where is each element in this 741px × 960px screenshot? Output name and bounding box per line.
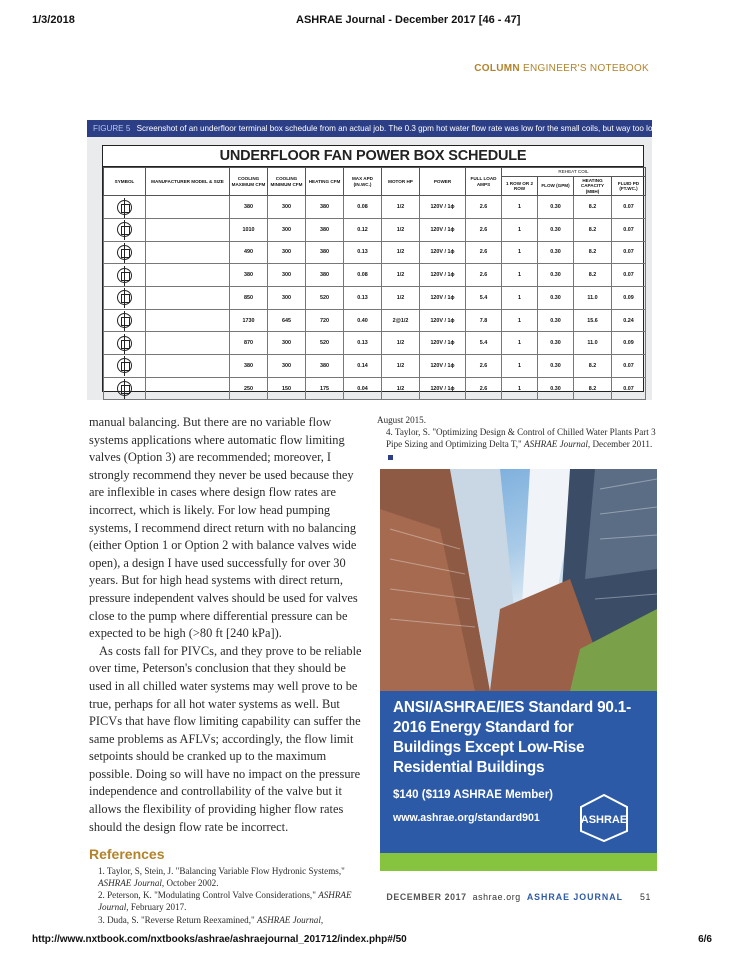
header-reheat-coil: REHEAT COIL — [502, 168, 646, 177]
table-cell: 380 — [230, 196, 268, 219]
unit-symbol-cell — [104, 196, 146, 219]
reference-3: 3. Duda, S. "Reverse Return Reexamined," ASHRAE Journal, — [98, 914, 324, 925]
table-cell: 2@1/2 — [382, 309, 420, 332]
section-label: ENGINEER'S NOTEBOOK — [523, 63, 649, 74]
fan-box-symbol-icon — [117, 200, 132, 215]
table-row — [104, 355, 646, 378]
fan-box-symbol-icon — [117, 290, 132, 305]
print-title: ASHRAE Journal - December 2017 [46 - 47] — [296, 14, 521, 26]
table-cell: 1 — [502, 286, 538, 309]
table-cell: 1/2 — [382, 332, 420, 355]
header-heating-capacity: HEATING CAPACITY (MBH) — [574, 177, 612, 196]
ad-accent-stripe — [380, 853, 657, 871]
table-cell: 380 — [306, 264, 344, 287]
table-cell: 120V / 1ɸ — [420, 241, 466, 264]
footer-journal: ASHRAE JOURNAL — [526, 892, 623, 902]
table-row — [104, 332, 646, 355]
header-heating-cfm: HEATING CFM — [306, 168, 344, 196]
table-cell: 2.6 — [466, 218, 502, 241]
table-cell — [146, 196, 230, 219]
print-url[interactable]: http://www.nxtbook.com/nxtbooks/ashrae/ashraejournal_201712/index.php#/50 — [32, 934, 407, 945]
table-cell: 0.30 — [538, 286, 574, 309]
table-cell: 520 — [306, 286, 344, 309]
footer-issue: DECEMBER 2017 — [386, 892, 467, 902]
table-cell — [146, 377, 230, 400]
table-cell: 8.2 — [574, 355, 612, 378]
table-cell: 120V / 1ɸ — [420, 196, 466, 219]
table-cell: 870 — [230, 332, 268, 355]
table-cell: 11.0 — [574, 286, 612, 309]
table-cell: 0.07 — [612, 241, 646, 264]
table-cell — [146, 264, 230, 287]
table-cell: 0.13 — [344, 241, 382, 264]
header-rows: 1 ROW OR 2 ROW — [502, 177, 538, 196]
header-manufacturer: MANUFACTURER MODEL & SIZE — [146, 168, 230, 196]
header-power: POWER — [420, 168, 466, 196]
table-cell: 380 — [306, 355, 344, 378]
table-cell: 120V / 1ɸ — [420, 332, 466, 355]
table-cell: 8.2 — [574, 241, 612, 264]
table-cell: 120V / 1ɸ — [420, 355, 466, 378]
unit-symbol-cell — [104, 241, 146, 264]
table-cell: 1730 — [230, 309, 268, 332]
ad-panel — [380, 691, 657, 853]
paragraph-2: As costs fall for PIVCs, and they prove to be reliable over time, Peterson's conclusion that they should be used in all chilled water systems may well prove to be true, perhaps for all hot water systems as well. But PICVs that have flow limiting capability can suffer the same problems as AFLVs; accordingly, the flow limit setpoints should be cranked up to the maximum possible. Doing so will have no impact on the pressure independence and controllability of the valve but it allows the flexibility of providing higher flow rates should the design flow rate be incorrect. — [89, 643, 362, 834]
table-row — [104, 377, 646, 400]
header-flow: FLOW (GPM) — [538, 177, 574, 196]
table-cell: 0.14 — [344, 355, 382, 378]
table-cell: 380 — [306, 241, 344, 264]
table-cell: 8.2 — [574, 264, 612, 287]
table-cell: 0.30 — [538, 218, 574, 241]
table-cell: 1 — [502, 332, 538, 355]
table-cell: 0.07 — [612, 377, 646, 400]
table-cell: 0.04 — [344, 377, 382, 400]
ad-price: $140 ($119 ASHRAE Member) — [393, 789, 554, 801]
table-cell: 300 — [268, 218, 306, 241]
table-cell: 1 — [502, 264, 538, 287]
table-cell: 720 — [306, 309, 344, 332]
table-row — [104, 241, 646, 264]
table-cell: 0.12 — [344, 218, 382, 241]
table-row — [104, 286, 646, 309]
table-cell: 0.30 — [538, 309, 574, 332]
table-cell: 120V / 1ɸ — [420, 377, 466, 400]
table-row — [104, 264, 646, 287]
table-cell: 0.30 — [538, 332, 574, 355]
table-cell: 250 — [230, 377, 268, 400]
table-cell: 8.2 — [574, 377, 612, 400]
table-cell: 5.4 — [466, 286, 502, 309]
table-cell: 2.6 — [466, 196, 502, 219]
table-cell: 2.6 — [466, 355, 502, 378]
table-cell: 380 — [230, 355, 268, 378]
header-cooling-max: COOLING MAXIMUM CFM — [230, 168, 268, 196]
fan-box-symbol-icon — [117, 313, 132, 328]
figure-caption — [87, 120, 728, 137]
table-cell: 300 — [268, 355, 306, 378]
table-cell: 0.09 — [612, 332, 646, 355]
table-row — [104, 218, 646, 241]
table-cell: 120V / 1ɸ — [420, 218, 466, 241]
schedule-sheet — [102, 145, 644, 392]
table-cell: 8.2 — [574, 218, 612, 241]
table-cell: 0.24 — [612, 309, 646, 332]
table-cell: 1 — [502, 196, 538, 219]
header-fluid-pd: FLUID PD (FT.WC.) — [612, 177, 646, 196]
unit-symbol-cell — [104, 309, 146, 332]
fan-box-symbol-icon — [117, 245, 132, 260]
table-cell: 1/2 — [382, 196, 420, 219]
table-cell: 8.2 — [574, 196, 612, 219]
table-cell: 0.40 — [344, 309, 382, 332]
print-page-count: 6/6 — [698, 934, 712, 945]
header-max-apd: MAX APD (IN.WC.) — [344, 168, 382, 196]
table-cell: 1/2 — [382, 377, 420, 400]
table-cell: 0.30 — [538, 377, 574, 400]
table-cell: 11.0 — [574, 332, 612, 355]
table-row — [104, 309, 646, 332]
table-cell: 0.30 — [538, 241, 574, 264]
fan-box-symbol-icon — [117, 268, 132, 283]
header-cooling-min: COOLING MINIMUM CFM — [268, 168, 306, 196]
page-number: 51 — [640, 892, 651, 902]
table-cell: 1 — [502, 241, 538, 264]
table-cell: 300 — [268, 241, 306, 264]
header-full-load-amps: FULL LOAD AMPS — [466, 168, 502, 196]
column-label: COLUMN — [474, 63, 520, 74]
page-footer — [386, 892, 651, 902]
table-cell: 1/2 — [382, 264, 420, 287]
table-cell: 850 — [230, 286, 268, 309]
table-cell: 0.08 — [344, 264, 382, 287]
unit-symbol-cell — [104, 355, 146, 378]
unit-symbol-cell — [104, 264, 146, 287]
ad-standard-title: ANSI/ASHRAE/IES Standard 90.1-2016 Energy Standard for Buildings Except Low-Rise Residential Buildings — [393, 699, 631, 776]
fan-box-symbol-icon — [117, 381, 132, 396]
unit-symbol-cell — [104, 332, 146, 355]
reference-3-continued: August 2015. — [377, 415, 427, 425]
table-row — [104, 196, 646, 219]
table-cell: 7.8 — [466, 309, 502, 332]
schedule-title: UNDERFLOOR FAN POWER BOX SCHEDULE — [103, 146, 643, 167]
table-cell: 120V / 1ɸ — [420, 309, 466, 332]
table-cell: 1 — [502, 218, 538, 241]
figure-caption-text: Screenshot of an underfloor terminal box schedule from an actual job. The 0.3 gpm hot water flow rate was low for the small coils, but way too low for the larger coils. — [136, 124, 728, 133]
references-list — [89, 865, 364, 926]
column-heading — [474, 63, 649, 74]
table-cell: 175 — [306, 377, 344, 400]
unit-symbol-cell — [104, 377, 146, 400]
table-cell — [146, 355, 230, 378]
figure-label: FIGURE 5 — [93, 124, 131, 133]
paragraph-1: manual balancing. But there are no variable flow systems applications where automatic flow limiting valves (Option 3) are recommended; moreover, I strongly recommend they never be used because they are inflexible in cases where design flow rates are incorrect, which is likely. For low head pumping systems, I recommend direct return with no balancing (either Option 1 or Option 2 with balance valves wide open), a design I have used successfully for over 30 years. But for high head systems with direct return, pressure independent valves should be used for valves close to the pump where differential pressure can be expected to be high (>80 ft [240 kPa]). — [89, 415, 358, 641]
references-continued — [377, 414, 657, 463]
article-text — [89, 414, 364, 926]
table-cell: 2.6 — [466, 264, 502, 287]
table-cell: 1/2 — [382, 286, 420, 309]
table-cell: 380 — [306, 196, 344, 219]
table-cell: 490 — [230, 241, 268, 264]
table-cell: 0.07 — [612, 196, 646, 219]
skyscraper-illustration — [380, 469, 657, 691]
unit-symbol-cell — [104, 286, 146, 309]
table-cell: 0.30 — [538, 355, 574, 378]
table-cell: 1/2 — [382, 218, 420, 241]
table-cell: 0.07 — [612, 264, 646, 287]
table-cell: 0.13 — [344, 332, 382, 355]
schedule-table — [103, 167, 646, 400]
table-cell: 150 — [268, 377, 306, 400]
table-cell — [146, 309, 230, 332]
print-date: 1/3/2018 — [32, 14, 75, 26]
reference-1: 1. Taylor, S, Stein, J. "Balancing Variable Flow Hydronic Systems," ASHRAE Journal, October 2002. — [98, 865, 345, 889]
table-cell: 0.09 — [612, 286, 646, 309]
table-cell: 2.6 — [466, 241, 502, 264]
table-cell: 1 — [502, 309, 538, 332]
table-cell: 0.08 — [344, 196, 382, 219]
table-cell: 1010 — [230, 218, 268, 241]
ashrae-logo — [578, 794, 630, 842]
table-cell — [146, 286, 230, 309]
table-cell: 2.6 — [466, 377, 502, 400]
table-cell: 300 — [268, 196, 306, 219]
unit-symbol-cell — [104, 218, 146, 241]
table-cell: 520 — [306, 332, 344, 355]
footer-site: ashrae.org — [472, 892, 521, 902]
table-cell — [146, 218, 230, 241]
reference-4: 4. Taylor, S. "Optimizing Design & Control of Chilled Water Plants Part 3 Pipe Sizing and Optimizing Delta T," ASHRAE Journal, December 2011. — [377, 426, 657, 463]
schedule-figure — [87, 137, 652, 400]
fan-box-symbol-icon — [117, 336, 132, 351]
table-cell: 15.6 — [574, 309, 612, 332]
end-mark-icon — [388, 455, 393, 460]
table-cell: 300 — [268, 264, 306, 287]
table-cell: 5.4 — [466, 332, 502, 355]
table-cell: 300 — [268, 286, 306, 309]
table-cell: 120V / 1ɸ — [420, 286, 466, 309]
table-cell: 0.07 — [612, 218, 646, 241]
table-cell: 0.07 — [612, 355, 646, 378]
ad-url[interactable]: www.ashrae.org/standard901 — [393, 812, 540, 824]
header-symbol: SYMBOL — [104, 168, 146, 196]
header-motor-hp: MOTOR HP — [382, 168, 420, 196]
references-heading: References — [89, 846, 165, 863]
standard-advertisement[interactable] — [380, 469, 657, 871]
table-cell: 380 — [306, 218, 344, 241]
table-cell: 300 — [268, 332, 306, 355]
table-cell: 645 — [268, 309, 306, 332]
print-footer — [32, 934, 712, 945]
table-cell: 1/2 — [382, 355, 420, 378]
table-cell — [146, 241, 230, 264]
table-cell: 120V / 1ɸ — [420, 264, 466, 287]
reference-2: 2. Peterson, K. "Modulating Control Valve Considerations," ASHRAE Journal, February 2017. — [98, 890, 352, 913]
table-cell: 1/2 — [382, 241, 420, 264]
skyscraper-photo — [380, 469, 657, 691]
table-cell: 0.30 — [538, 264, 574, 287]
fan-box-symbol-icon — [117, 222, 132, 237]
table-cell: 1 — [502, 377, 538, 400]
table-cell: 380 — [230, 264, 268, 287]
table-cell — [146, 332, 230, 355]
fan-box-symbol-icon — [117, 358, 132, 373]
table-cell: 0.30 — [538, 196, 574, 219]
table-cell: 1 — [502, 355, 538, 378]
table-cell: 0.13 — [344, 286, 382, 309]
svg-text:ASHRAE: ASHRAE — [580, 814, 628, 826]
